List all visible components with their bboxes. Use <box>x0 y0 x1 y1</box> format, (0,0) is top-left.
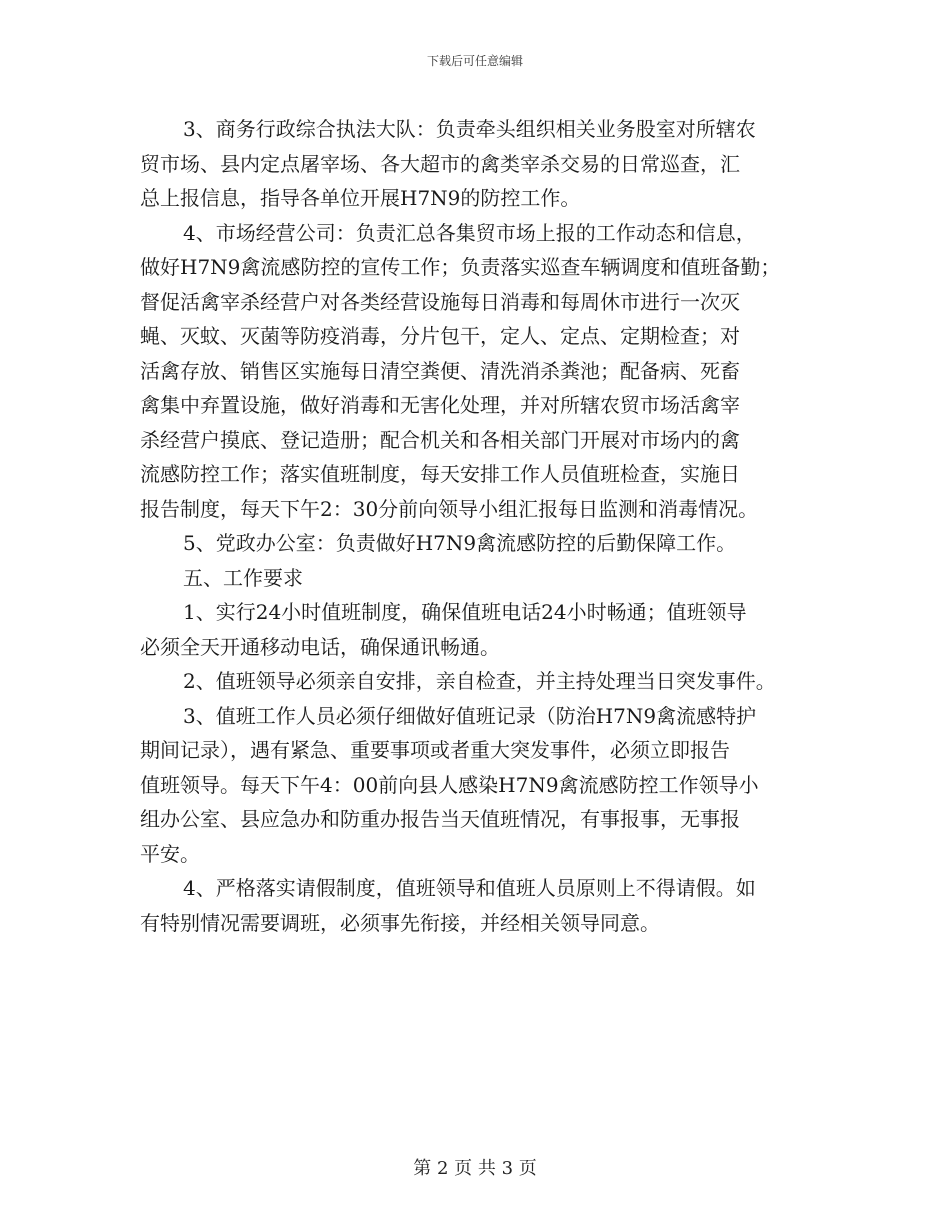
paragraph-line: 组办公室、县应急办和防重办报告当天值班情况，有事报事，无事报 <box>140 807 740 831</box>
paragraph-line: 做好H7N9禽流感防控的宣传工作；负责落实巡查车辆调度和值班备勤； <box>140 255 781 279</box>
paragraph-line: 禽集中弃置设施，做好消毒和无害化处理，并对所辖农贸市场活禽宰 <box>140 393 740 417</box>
paragraph-line: 值班领导。每天下午4：00前向县人感染H7N9禽流感防控工作领导小 <box>140 772 759 797</box>
paragraph-line: 4、市场经营公司：负责汇总各集贸市场上报的工作动态和信息， <box>183 220 756 245</box>
paragraph-line: 期间记录），遇有紧急、重要事项或者重大突发事件，必须立即报告 <box>140 738 730 762</box>
section-heading: 五、工作要求 <box>183 565 303 590</box>
paragraph-line: 流感防控工作；落实值班制度，每天安排工作人员值班检查，实施日 <box>140 462 740 486</box>
paragraph-line: 5、党政办公室：负责做好H7N9禽流感防控的后勤保障工作。 <box>183 531 737 555</box>
document-body <box>140 112 820 940</box>
paragraph-line: 必须全天开通移动电话，确保通讯畅通。 <box>140 634 500 659</box>
paragraph-line: 有特别情况需要调班，必须事先衔接，并经相关领导同意。 <box>140 910 660 935</box>
paragraph-line: 督促活禽宰杀经营户对各类经营设施每日消毒和每周休市进行一次灭 <box>140 289 740 314</box>
paragraph-line: 3、值班工作人员必须仔细做好值班记录（防治H7N9禽流感特护 <box>183 703 757 728</box>
page-number-footer: 第 2 页 共 3 页 <box>413 1158 537 1179</box>
page-header-note: 下载后可任意编辑 <box>426 54 523 68</box>
paragraph-line: 4、严格落实请假制度，值班领导和值班人员原则上不得请假。如 <box>183 876 756 900</box>
paragraph-line: 杀经营户摸底、登记造册；配合机关和各相关部门开展对市场内的禽 <box>140 427 740 452</box>
paragraph-line: 平安。 <box>140 841 200 866</box>
paragraph-line: 2、值班领导必须亲自安排，亲自检查，并主持处理当日突发事件。 <box>183 669 776 693</box>
paragraph-line: 总上报信息，指导各单位开展H7N9的防控工作。 <box>140 186 581 210</box>
paragraph-line: 报告制度，每天下午2：30分前向领导小组汇报每日监测和消毒情况。 <box>140 496 759 521</box>
paragraph-line: 活禽存放、销售区实施每日清空粪便、清洗消杀粪池；配备病、死畜 <box>140 358 740 383</box>
paragraph-line: 3、商务行政综合执法大队：负责牵头组织相关业务股室对所辖农 <box>183 117 756 141</box>
paragraph-line: 贸市场、县内定点屠宰场、各大超市的禽类宰杀交易的日常巡查，汇 <box>140 151 740 176</box>
paragraph-line: 蝇、灭蚊、灭菌等防疫消毒，分片包干，定人、定点、定期检查；对 <box>140 324 740 348</box>
paragraph-line: 1、实行24小时值班制度，确保值班电话24小时畅通；值班领导 <box>183 600 747 624</box>
